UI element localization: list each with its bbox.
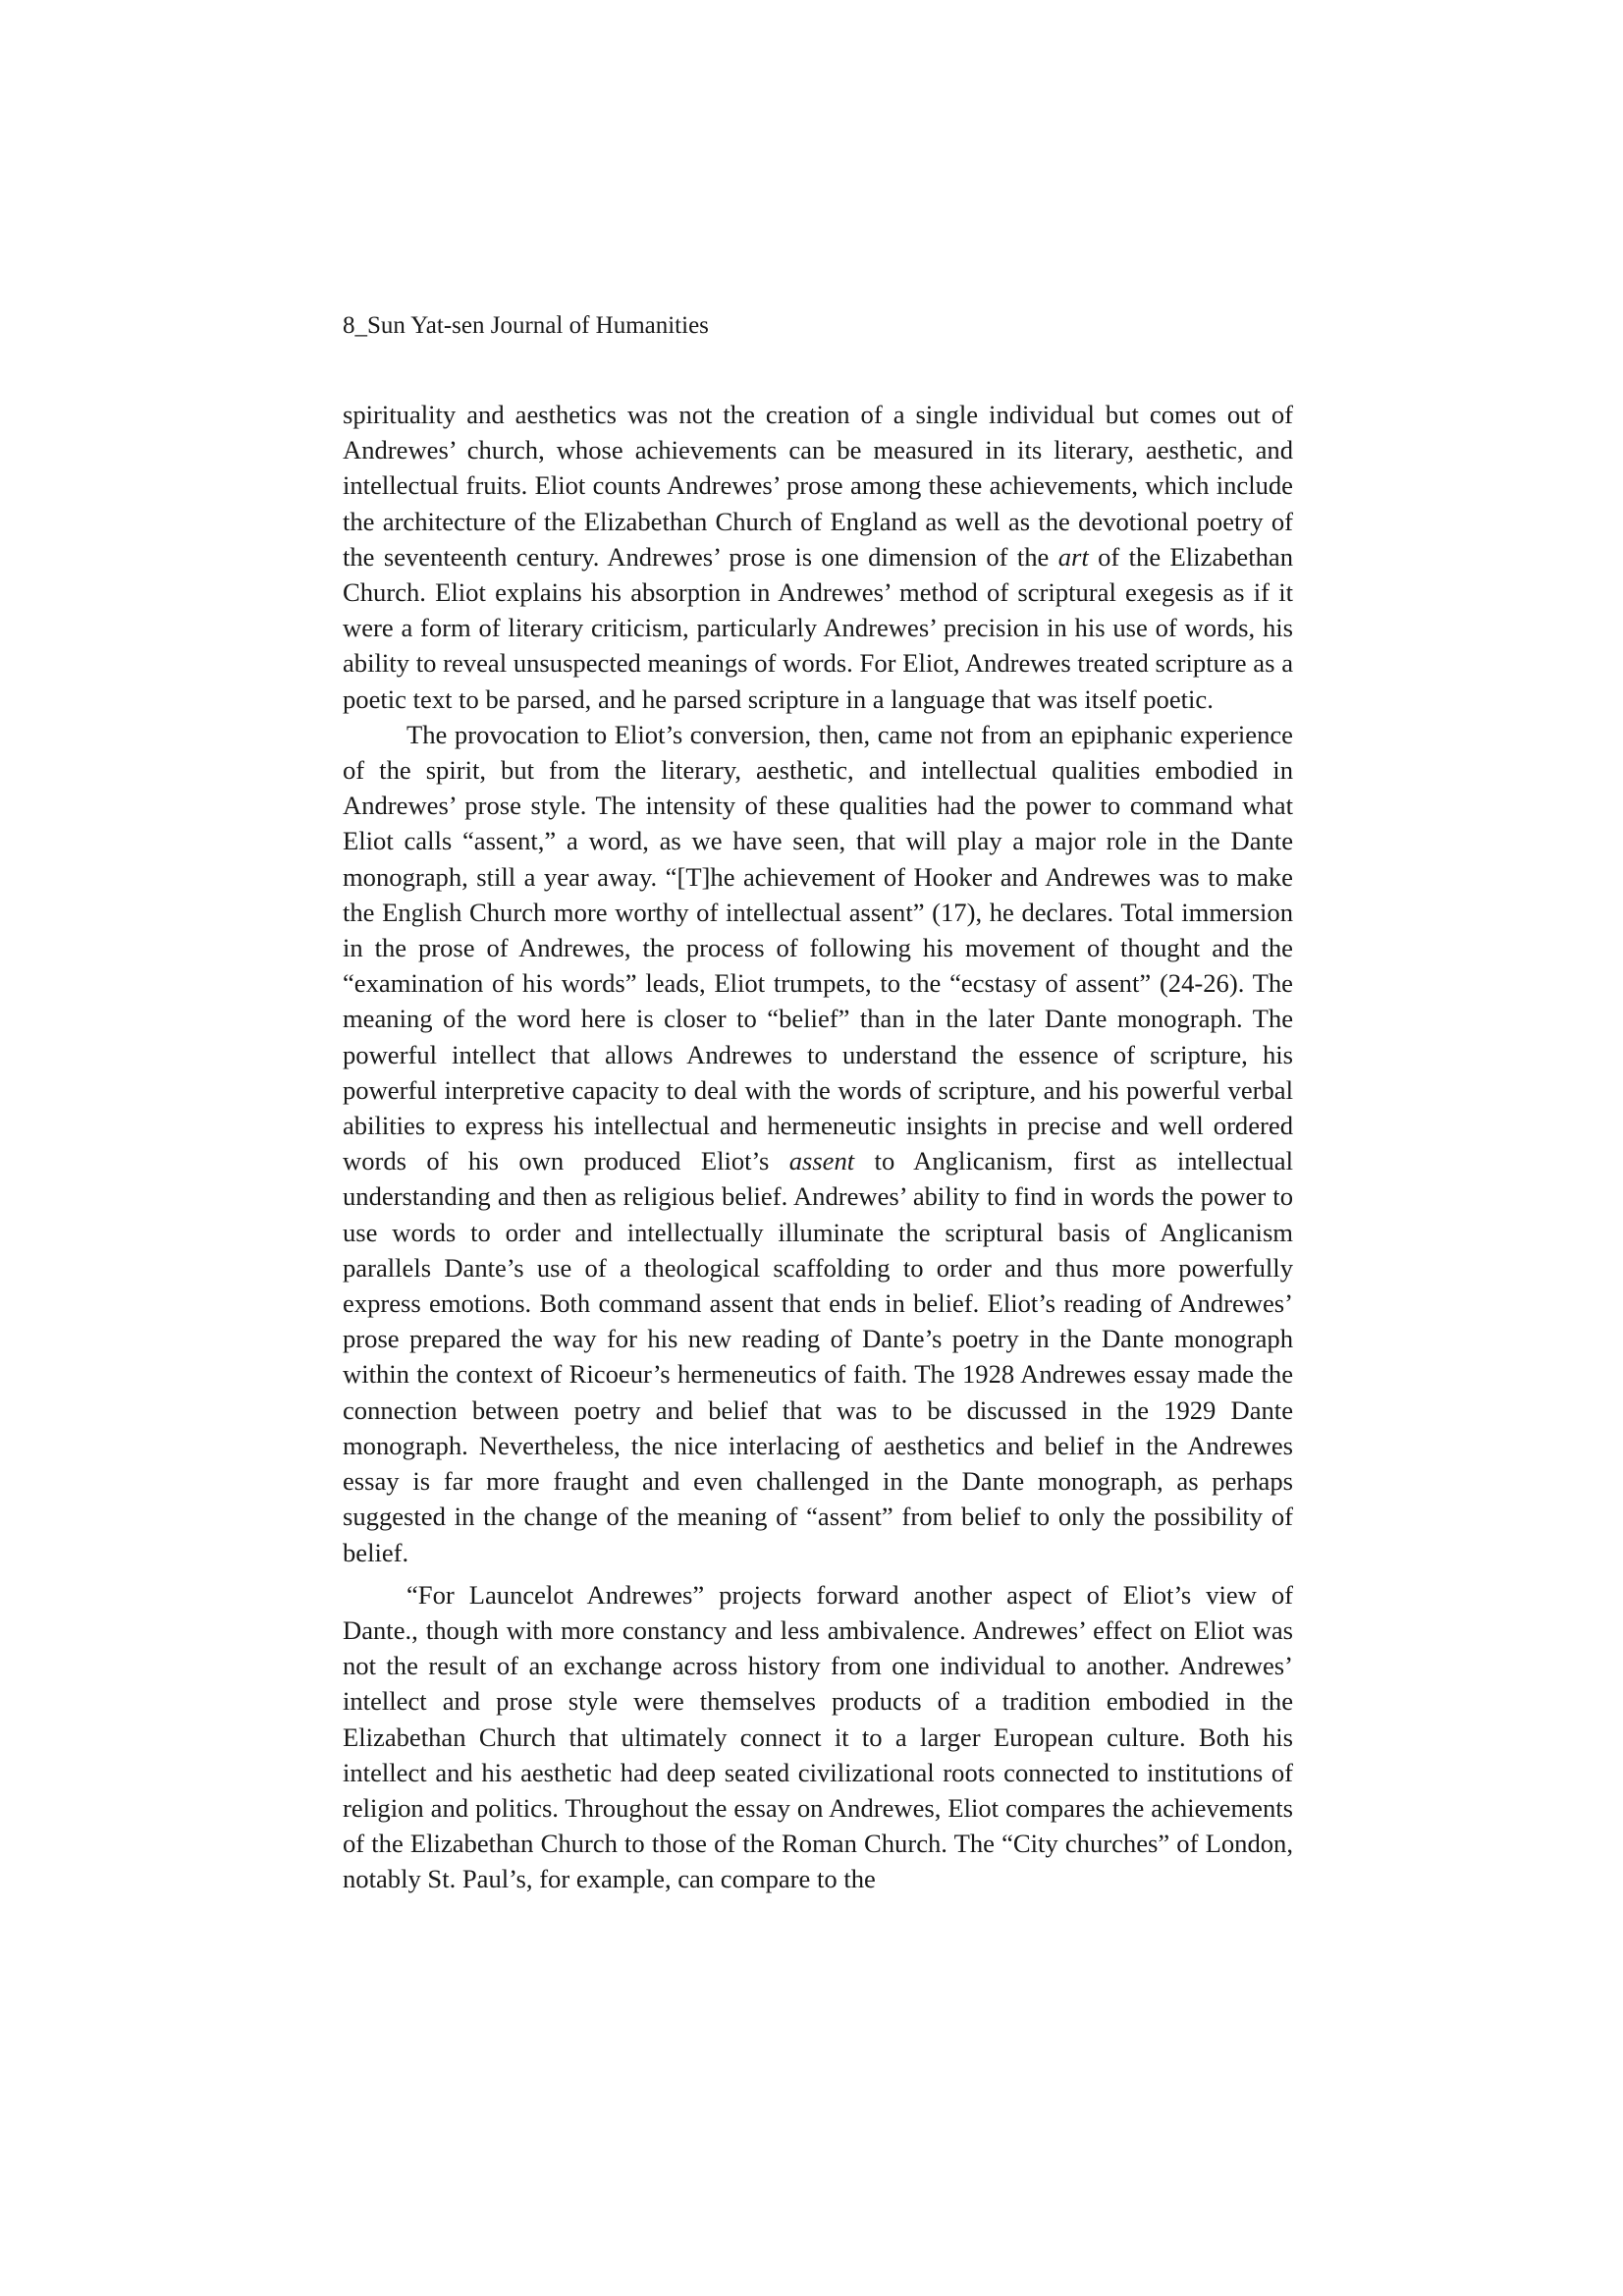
running-header: 8_Sun Yat-sen Journal of Humanities (343, 312, 709, 339)
italic-assent: assent (788, 1146, 855, 1176)
paragraph-3-text: “For Launcelot Andrewes” projects forward another aspect of Eliot’s view of Dante., though with more constancy and less ambivalence. Andrewes’ effect on Eliot was not the result of an exchange across history from one individual to another. Andrewes’ intellect and prose style were themselves products of a tradition embodied in the Elizabethan Church that ultimately connect it to a larger European culture. Both his intellect and his aesthetic had deep seated civilizational roots connected to institutions of religion and politics. Throughout the essay on Andrewes, Eliot compares the achievements of the Elizabethan Church to those of the Roman Church. The “City churches” of London, notably St. Paul’s, for example, can compare to the (343, 1579, 1293, 1894)
paragraph-3 (343, 1577, 1293, 1897)
paragraph-2 (343, 717, 1293, 1570)
italic-art: art (1057, 541, 1089, 572)
paragraph-1 (343, 397, 1293, 717)
paragraph-1-text: spirituality and aesthetics was not the creation of a single individual but comes out of Andrewes’ church, whose achievements can be measured in its literary, aesthetic, and intellectual fruits. Eliot counts Andrewes’ prose among these achievements, which include the architecture of the Elizabethan Church of England as well as the devotional poetry of the seventeenth century. Andrewes’ prose is one dimension of the (343, 400, 1293, 572)
paragraph-2-text-cont: to Anglicanism, first as intellectual understanding and then as religious belief. Andrewes’ ability to find in words the power to use words to order and intellectually illuminate the scriptural basis of Anglicanism parallels Dante’s use of a theological scaffolding to order and thus more powerfully express emotions. Both command assent that ends in belief. Eliot’s reading of Andrewes’ prose prepared the way for his new reading of Dante’s poetry in the Dante monograph within the context of Ricoeur’s hermeneutics of faith. The 1928 Andrewes essay made the connection between poetry and belief that was to be discussed in the 1929 Dante monograph. Nevertheless, the nice interlacing of aesthetics and belief in the Andrewes essay is far more fraught and even challenged in the Dante monograph, as perhaps suggested in the change of the meaning of “assent” from belief to only the possibility of belief. (343, 1146, 1293, 1567)
paragraph-2-text: The provocation to Eliot’s conversion, then, came not from an epiphanic experience of the spirit, but from the literary, aesthetic, and intellectual qualities embodied in Andrewes’ prose style. The intensity of these qualities had the power to command what Eliot calls “assent,” a word, as we have seen, that will play a major role in the Dante monograph, still a year away. “[T]he achievement of Hooker and Andrewes was to make the English Church more worthy of intellectual assent” (17), he declares. Total immersion in the prose of Andrewes, the process of following his movement of thought and the “examination of his words” leads, Eliot trumpets, to the “ecstasy of assent” (24-26). The meaning of the word here is closer to “belief” than in the later Dante monograph. The powerful intellect that allows Andrewes to understand the essence of scripture, his powerful interpretive capacity to deal with the words of scripture, and his powerful verbal abilities to express his intellectual and hermeneutic insights in precise and well ordered words of his own produced Eliot’s (343, 719, 1293, 1176)
paragraph-1-text-cont: of the Elizabethan Church. Eliot explains his absorption in Andrewes’ method of scriptural exegesis as if it were a form of literary criticism, particularly Andrewes’ precision in his use of words, his ability to reveal unsuspected meanings of words. For Eliot, Andrewes treated scripture as a poetic text to be parsed, and he parsed scripture in a language that was itself poetic. (343, 541, 1294, 714)
article-body (343, 397, 1293, 1897)
